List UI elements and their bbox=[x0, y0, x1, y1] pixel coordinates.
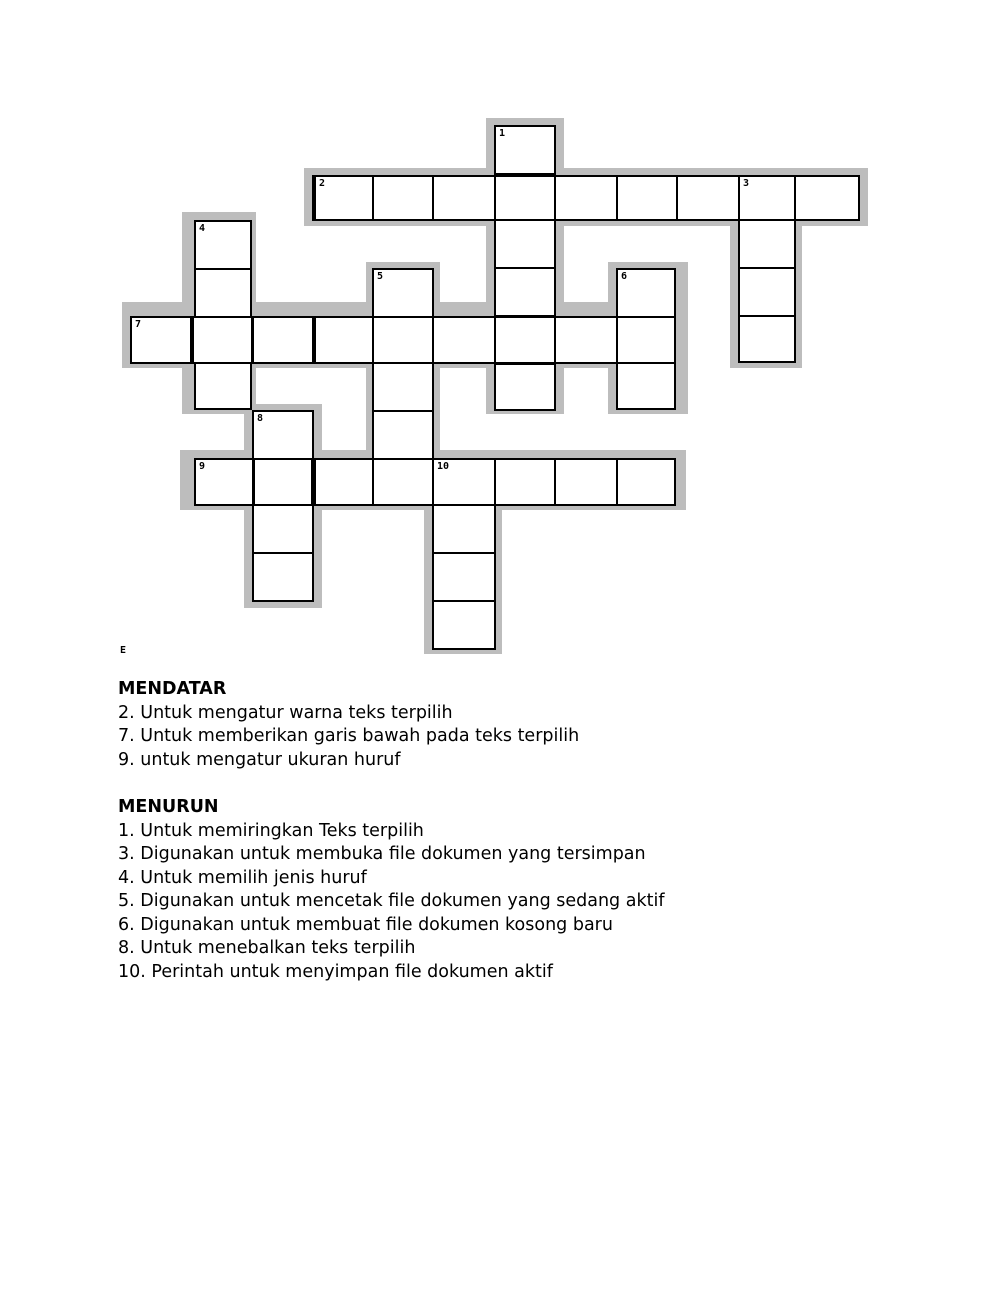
crossword-cell[interactable] bbox=[130, 316, 194, 364]
crossword-cell[interactable] bbox=[738, 175, 796, 221]
clue-number: 2 bbox=[319, 178, 326, 189]
crossword-cell[interactable] bbox=[372, 316, 434, 364]
clue-number: 9 bbox=[199, 461, 206, 472]
across-clue: 2. Untuk mengatur warna teks terpilih bbox=[118, 702, 453, 723]
crossword-cell[interactable] bbox=[432, 316, 496, 364]
down-clue: 3. Digunakan untuk membuka file dokumen yang tersimpan bbox=[118, 844, 646, 864]
clue-number: 8 bbox=[257, 413, 264, 424]
crossword-cell[interactable] bbox=[616, 362, 676, 410]
stray-mark: E bbox=[120, 645, 127, 656]
clue-number: 5 bbox=[377, 271, 384, 282]
crossword-cell[interactable] bbox=[554, 316, 618, 364]
crossword-cell[interactable] bbox=[312, 175, 374, 221]
down-clue-list bbox=[118, 820, 664, 985]
crossword-cell[interactable] bbox=[432, 504, 496, 554]
crossword-cell[interactable] bbox=[190, 316, 254, 364]
crossword-cell[interactable] bbox=[494, 219, 556, 269]
across-heading: MENDATAR bbox=[118, 679, 227, 699]
crossword-cell[interactable] bbox=[738, 267, 796, 317]
crossword-cell[interactable] bbox=[194, 362, 252, 410]
crossword-cell[interactable] bbox=[494, 316, 556, 364]
clues-across bbox=[118, 678, 579, 772]
crossword-cell[interactable] bbox=[252, 458, 314, 506]
crossword-cell[interactable] bbox=[432, 458, 496, 506]
crossword-cell[interactable] bbox=[616, 316, 676, 364]
clue-number: 6 bbox=[621, 271, 628, 282]
crossword-cell[interactable] bbox=[432, 175, 496, 221]
down-clue: 8. Untuk menebalkan teks terpilih bbox=[118, 938, 416, 958]
crossword-cell[interactable] bbox=[616, 175, 678, 221]
crossword-cell[interactable] bbox=[252, 316, 314, 364]
crossword-cell[interactable] bbox=[372, 362, 434, 412]
crossword-cell[interactable] bbox=[554, 175, 618, 221]
crossword-cell[interactable] bbox=[676, 175, 740, 221]
crossword-cell[interactable] bbox=[554, 458, 618, 506]
across-clue: 7. Untuk memberikan garis bawah pada teks terpilih bbox=[118, 726, 580, 746]
crossword-cell[interactable] bbox=[372, 410, 434, 460]
crossword-cell[interactable] bbox=[494, 125, 556, 175]
clue-number: 1 bbox=[499, 128, 506, 139]
crossword-cell[interactable] bbox=[372, 268, 434, 318]
crossword-cell[interactable] bbox=[432, 600, 496, 650]
crossword-cell[interactable] bbox=[312, 458, 374, 506]
crossword-cell[interactable] bbox=[252, 504, 314, 554]
down-heading: MENURUN bbox=[118, 797, 219, 817]
clues-down bbox=[118, 796, 664, 984]
crossword-cell[interactable] bbox=[194, 220, 252, 270]
crossword-cell[interactable] bbox=[194, 268, 252, 318]
crossword-cell[interactable] bbox=[738, 219, 796, 269]
crossword-cell[interactable] bbox=[312, 316, 374, 364]
clue-number: 3 bbox=[743, 178, 750, 189]
crossword-cell[interactable] bbox=[494, 175, 556, 221]
crossword-cell[interactable] bbox=[252, 552, 314, 602]
crossword-cell[interactable] bbox=[372, 458, 434, 506]
crossword-cell[interactable] bbox=[194, 458, 254, 506]
crossword-cell[interactable] bbox=[738, 315, 796, 363]
crossword-cell[interactable] bbox=[494, 363, 556, 411]
clue-number: 4 bbox=[199, 223, 206, 234]
down-clue: 5. Digunakan untuk mencetak file dokumen yang sedang aktif bbox=[118, 891, 665, 911]
down-clue: 1. Untuk memiringkan Teks terpilih bbox=[118, 820, 424, 841]
crossword-cell[interactable] bbox=[616, 458, 676, 506]
crossword-cell[interactable] bbox=[372, 175, 434, 221]
crossword-cell[interactable] bbox=[494, 267, 556, 317]
down-clue: 6. Digunakan untuk membuat file dokumen kosong baru bbox=[118, 914, 613, 935]
down-clue: 10. Perintah untuk menyimpan file dokumen aktif bbox=[118, 961, 553, 982]
crossword-cell[interactable] bbox=[616, 268, 676, 318]
crossword-cell[interactable] bbox=[494, 458, 556, 506]
clue-number: 7 bbox=[135, 319, 142, 330]
crossword-cell[interactable] bbox=[252, 410, 314, 460]
down-clue: 4. Untuk memilih jenis huruf bbox=[118, 867, 367, 888]
crossword-cell[interactable] bbox=[794, 175, 860, 221]
across-clue: 9. untuk mengatur ukuran huruf bbox=[118, 749, 401, 770]
crossword-cell[interactable] bbox=[432, 552, 496, 602]
across-clue-list bbox=[118, 702, 579, 773]
clue-number: 10 bbox=[437, 461, 450, 472]
